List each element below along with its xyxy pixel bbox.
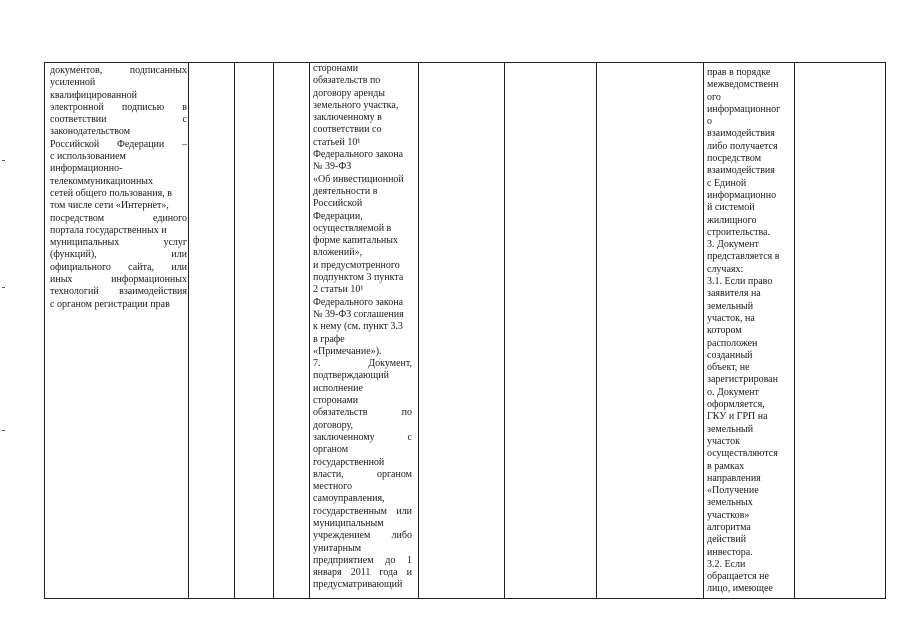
- text-line: Российской: [313, 198, 363, 210]
- text-line: зарегистрирован: [707, 374, 778, 386]
- text-line: о. Документ: [707, 386, 759, 398]
- text-line: сторонами: [313, 395, 359, 407]
- text-line: иных информационных: [50, 274, 187, 286]
- text-line: строительства.: [707, 226, 770, 238]
- text-line: власти, органом: [313, 468, 412, 480]
- text-line: сторонами: [313, 63, 359, 74]
- column-rule: [188, 63, 189, 599]
- text-line: «Примечание»).: [313, 345, 382, 357]
- text-line: документов, подписанных: [50, 65, 187, 76]
- text-line: государственным или: [313, 505, 412, 517]
- text-line: в рамках: [707, 460, 745, 472]
- column-rule: [273, 63, 274, 599]
- text-line: обязательств по: [313, 75, 381, 87]
- column-rule: [794, 63, 795, 599]
- text-line: портала государственных и: [50, 224, 167, 236]
- text-line: с органом регистрации прав: [50, 298, 170, 310]
- text-line: посредством: [707, 153, 762, 165]
- table-bottom-border: [44, 598, 886, 599]
- text-line: и предусмотренного: [313, 259, 400, 271]
- text-line: квалифицированной: [50, 89, 137, 101]
- text-line: официального сайта, или: [50, 261, 187, 273]
- text-line: участок: [707, 435, 741, 447]
- text-line: ого: [707, 91, 721, 103]
- text-line: о: [707, 116, 712, 128]
- text-line: жилищного: [707, 214, 757, 226]
- text-line: осуществляемой в: [313, 222, 392, 234]
- text-line: обязательств по: [313, 407, 412, 419]
- text-line: подпунктом 3 пункта: [313, 272, 404, 284]
- text-line: 3.2. Если: [707, 558, 746, 570]
- text-line: Федерального закона: [313, 149, 404, 161]
- text-line: предприятием до 1: [313, 554, 412, 566]
- text-line: соответствии с: [50, 114, 187, 126]
- column-rule: [418, 63, 419, 599]
- column-rule: [309, 63, 310, 599]
- scan-edge-mark: [2, 430, 5, 431]
- text-line: заключенному с: [313, 431, 412, 443]
- text-line: органом: [313, 444, 349, 456]
- scan-edge-mark: [2, 287, 5, 288]
- text-line: договору,: [313, 419, 353, 431]
- text-line: законодательством: [50, 126, 131, 138]
- text-line: инвестора.: [707, 546, 753, 558]
- text-line: № 39-ФЗ соглашения: [313, 308, 404, 320]
- text-line: информационно-: [50, 163, 123, 175]
- text-line: учреждением либо: [313, 530, 412, 542]
- text-line: телекоммуникационных: [50, 175, 154, 187]
- text-line: заключенному в: [313, 112, 382, 124]
- text-line: направления: [707, 472, 761, 484]
- text-line: предусматривающий: [313, 579, 403, 591]
- text-line: межведомственн: [707, 79, 779, 91]
- text-line: участков»: [707, 509, 750, 521]
- text-line: взаимодействия: [707, 165, 775, 177]
- text-line: представляется в: [707, 251, 780, 263]
- text-line: земельный: [707, 423, 754, 435]
- text-line: информационног: [707, 103, 781, 115]
- text-line: й системой: [707, 202, 755, 214]
- text-line: января 2011 года и: [313, 567, 412, 579]
- text-line: унитарным: [313, 542, 362, 554]
- text-line: обращается не: [707, 571, 769, 583]
- text-line: информационно: [707, 189, 777, 201]
- text-line: земельных: [707, 497, 753, 509]
- text-line: № 39-ФЗ: [313, 161, 352, 173]
- text-line: созданный: [707, 349, 753, 361]
- text-line: форме капитальных: [313, 235, 398, 247]
- text-line: либо получается: [707, 140, 778, 152]
- text-line: соответствии со: [313, 124, 382, 136]
- text-line: с Единой: [707, 177, 747, 189]
- text-line: объект, не: [707, 362, 750, 374]
- text-line: котором: [707, 325, 742, 337]
- text-line: муниципальных услуг: [50, 237, 187, 249]
- text-line: усиленной: [50, 77, 96, 89]
- column-rule: [885, 63, 886, 599]
- text-line: государственной: [313, 456, 385, 468]
- text-line: подтверждающий: [313, 370, 389, 382]
- text-line: посредством единого: [50, 212, 187, 224]
- text-line: оформляется,: [707, 399, 765, 411]
- text-line: в графе: [313, 333, 345, 345]
- text-line: местного: [313, 481, 353, 493]
- text-line: действий: [707, 534, 747, 546]
- text-line: электронной подписью в: [50, 101, 187, 113]
- text-line: земельный: [707, 300, 754, 312]
- column-rule: [703, 63, 704, 599]
- text-line: самоуправления,: [313, 493, 385, 505]
- scan-edge-mark: [2, 160, 5, 161]
- text-line: Российской Федерации –: [50, 138, 187, 150]
- column-rule: [234, 63, 235, 599]
- text-line: (функций), или: [50, 249, 187, 261]
- text-line: земельного участка,: [313, 99, 399, 111]
- cell-document-list: [313, 63, 412, 592]
- text-line: технологий взаимодействия: [50, 286, 187, 298]
- text-line: прав в порядке: [707, 67, 771, 78]
- text-line: ГКУ и ГРП на: [707, 411, 768, 423]
- text-line: взаимодействия: [707, 128, 775, 140]
- text-line: заявителя на: [707, 288, 761, 300]
- text-line: 3. Документ: [707, 239, 759, 251]
- text-line: случаях:: [707, 263, 744, 275]
- text-line: с использованием: [50, 151, 126, 163]
- text-line: Федерации,: [313, 210, 363, 222]
- column-rule: [504, 63, 505, 599]
- text-line: деятельности в: [313, 185, 378, 197]
- text-line: лицо, имеющее: [707, 583, 773, 595]
- text-line: расположен: [707, 337, 758, 349]
- text-line: участок, на: [707, 312, 755, 324]
- text-line: 7. Документ,: [313, 358, 412, 370]
- text-line: сетей общего пользования, в: [50, 187, 172, 199]
- column-rule: [596, 63, 597, 599]
- text-line: алгоритма: [707, 521, 751, 533]
- cell-document-format: [50, 65, 187, 311]
- text-line: Федерального закона: [313, 296, 404, 308]
- table-top-border: [44, 62, 886, 63]
- text-line: «Об инвестиционной: [313, 173, 404, 185]
- text-line: том числе сети «Интернет»,: [50, 200, 169, 212]
- text-line: 3.1. Если право: [707, 276, 773, 288]
- text-line: к нему (см. пункт 3.3: [313, 321, 403, 333]
- text-line: «Получение: [707, 485, 759, 497]
- column-rule: [44, 63, 45, 599]
- cell-notes: [707, 67, 793, 596]
- text-line: исполнение: [313, 382, 363, 394]
- text-line: договору аренды: [313, 87, 385, 99]
- text-line: статьей 10¹: [313, 136, 361, 148]
- text-line: 2 статьи 10¹: [313, 284, 364, 296]
- text-line: вложений»,: [313, 247, 363, 259]
- text-line: осуществляются: [707, 448, 778, 460]
- text-line: муниципальным: [313, 517, 384, 529]
